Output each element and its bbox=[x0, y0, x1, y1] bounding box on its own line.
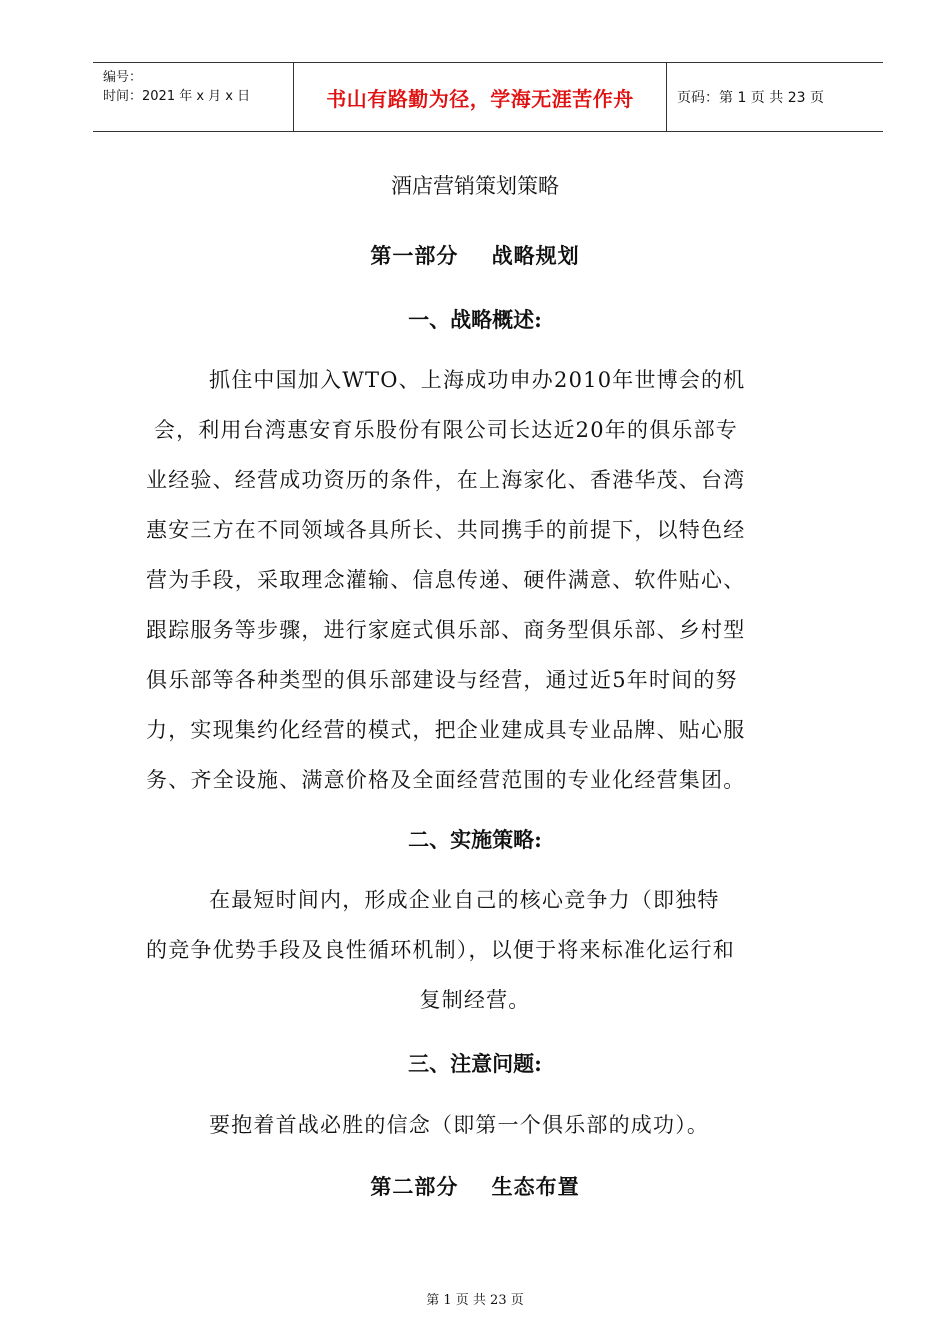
part1-heading: 第一部分 战略规划 bbox=[370, 243, 580, 268]
section1-heading: 一、战略概述: bbox=[408, 307, 542, 332]
page-info: 页码：第 1 页 共 23 页 bbox=[677, 90, 824, 106]
paragraph-line: 复制经营。 bbox=[419, 988, 531, 1012]
paragraph-line: 要抱着首战必胜的信念（即第一个俱乐部的成功）。 bbox=[146, 1113, 710, 1137]
page-footer: 第 1 页 共 23 页 bbox=[426, 1293, 524, 1308]
time-label: 时间：2021 年 x 月 x 日 bbox=[103, 89, 251, 104]
paragraph-line: 俱乐部等各种类型的俱乐部建设与经营，通过近5年时间的努 bbox=[146, 668, 738, 692]
section3-paragraph bbox=[146, 1100, 836, 1150]
paragraph-line: 业经验、经营成功资历的条件，在上海家化、香港华茂、台湾 bbox=[146, 468, 746, 492]
motto: 书山有路勤为径，学海无涯苦作舟 bbox=[326, 86, 634, 111]
paragraph-line: 惠安三方在不同领域各具所长、共同携手的前提下，以特色经 bbox=[146, 518, 746, 542]
paragraph-line: 的竞争优势手段及良性循环机制），以便于将来标准化运行和 bbox=[146, 938, 735, 962]
section2-last-line-wrap bbox=[0, 975, 950, 1025]
paragraph-line: 务、齐全设施、满意价格及全面经营范围的专业化经营集团。 bbox=[146, 768, 746, 792]
paragraph-line: 在最短时间内，形成企业自己的核心竞争力（即独特 bbox=[146, 888, 720, 912]
section3-heading: 三、注意问题: bbox=[408, 1051, 542, 1076]
header-motto-cell bbox=[294, 63, 667, 131]
paragraph-line: 会，利用台湾惠安育乐股份有限公司长达近20年的俱乐部专 bbox=[146, 418, 738, 442]
header-page-cell bbox=[667, 63, 883, 131]
paragraph-line: 抓住中国加入WTO、上海成功申办2010年世博会的机 bbox=[146, 368, 746, 392]
part2-heading: 第二部分 生态布置 bbox=[370, 1174, 580, 1199]
section1-paragraph bbox=[146, 355, 836, 805]
header-info-cell bbox=[93, 63, 294, 131]
paragraph-line: 力，实现集约化经营的模式，把企业建成具专业品牌、贴心服 bbox=[146, 718, 746, 742]
section2-heading: 二、实施策略: bbox=[408, 827, 542, 852]
document-title: 酒店营销策划策略 bbox=[391, 174, 559, 198]
paragraph-line: 营为手段，采取理念灌输、信息传递、硬件满意、软件贴心、 bbox=[146, 568, 746, 592]
serial-label: 编号： bbox=[103, 70, 143, 85]
paragraph-line: 跟踪服务等步骤，进行家庭式俱乐部、商务型俱乐部、乡村型 bbox=[146, 618, 746, 642]
section2-paragraph bbox=[146, 875, 836, 975]
page-header bbox=[93, 62, 883, 132]
